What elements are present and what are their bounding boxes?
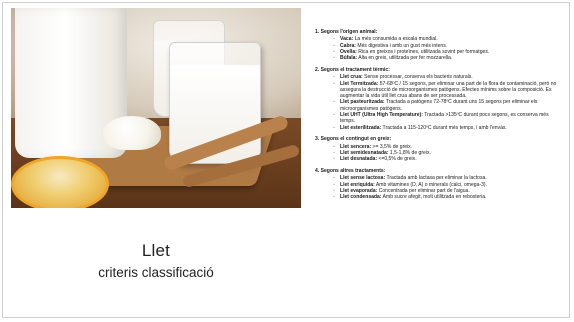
bullet: ◦ <box>333 74 335 81</box>
list-item-text: Rica en greixos i proteïnes, utilitzada sovint per formatges. <box>356 48 490 55</box>
list-item <box>315 156 561 162</box>
slide <box>2 2 570 318</box>
list-item-term: Ovella: <box>340 48 357 55</box>
list-item-text: Amb sucre afegit, molt utilitzada en rebosteria. <box>381 194 487 201</box>
list-item <box>315 81 561 100</box>
list-item <box>315 112 561 125</box>
slide-subtitle: criteris classificació <box>98 265 214 280</box>
list-item <box>315 194 561 200</box>
yogurt-bowl <box>11 156 109 208</box>
list-item-text: Concentrada per eliminar part de l'aigua. <box>377 188 470 195</box>
list-item-term: Llet Termitzada: <box>340 80 379 87</box>
bullet: ◦ <box>333 124 335 131</box>
list-item <box>315 55 561 61</box>
list-item-term: Llet crua: <box>340 74 363 81</box>
bullet: ◦ <box>333 55 335 62</box>
section-heat-treatment <box>315 67 561 131</box>
list-item-term: Búfala: <box>340 55 358 62</box>
list-item-term: Llet sense lactosa: <box>340 175 386 182</box>
list-item-term: Llet evaporada: <box>340 188 378 195</box>
list-item-term: Llet semidesnatada: <box>340 150 389 157</box>
list-item-term: Llet UHT (Ultra High Temperature): <box>340 112 423 119</box>
list-item-text: Sense processar, conserva els bacteris naturals. <box>362 74 473 81</box>
bullet: ◦ <box>333 36 335 43</box>
bullet: ◦ <box>333 194 335 201</box>
list-item-text: 1,5-1,8% de greix. <box>388 150 431 157</box>
list-item-text: Més digestiva i amb un gust més intens. <box>356 42 448 49</box>
classification-text <box>315 29 561 206</box>
bullet: ◦ <box>333 181 335 188</box>
bullet: ◦ <box>333 80 335 87</box>
section-heading: 1. Segons l'origen animal: <box>315 29 378 35</box>
list-item-text: Tractada amb lactasa per eliminar la lactosa. <box>385 175 487 182</box>
bullet: ◦ <box>333 188 335 195</box>
list-item-term: Cabra: <box>340 42 356 49</box>
list-item <box>315 99 561 112</box>
list-item-text: Alta en greix, utilitzada per fer mozzarella. <box>357 55 453 62</box>
list-item-text: 57-68ºC / 15 segons, per eliminar una part de la flora de contaminació, però no assegura la destrucció de microorganismes patògens. Efectes mínims sobre la composició. Es augmentar la vida útil llet crua abans de ser processada. <box>340 80 557 100</box>
bullet: ◦ <box>333 42 335 49</box>
list-item-term: Llet esterilitzada: <box>340 124 382 131</box>
list-item-term: Llet pasteuritzada: <box>340 99 385 106</box>
bullet: ◦ <box>333 150 335 157</box>
bullet: ◦ <box>333 112 335 119</box>
list-item-text: >= 3,5% de greix. <box>371 143 413 150</box>
bullet: ◦ <box>333 175 335 182</box>
list-item-term: Vaca: <box>340 36 354 43</box>
bullet: ◦ <box>333 156 335 163</box>
list-item-term: Llet sencera: <box>340 143 372 150</box>
list-item-text: Tractada a patògens 72-78ºC durant uns 15 segons per eliminar els microorganismes patògens. <box>340 99 538 112</box>
list-item-text: La més consumida a escala mundial. <box>353 36 438 43</box>
list-item <box>315 125 561 131</box>
list-item-text: Amb vitamines (D, A) o minerals (calci, omega-3). <box>374 181 487 188</box>
list-item-text: Tractada >135ºC durant pocs segons, es conserva més temps. <box>340 112 549 125</box>
cottage-cheese <box>103 116 161 150</box>
slide-title: Llet <box>141 241 171 260</box>
section-fat-content <box>315 136 561 162</box>
milk-photo <box>11 8 301 208</box>
list-item-term: Llet desnatada: <box>340 156 378 163</box>
bullet: ◦ <box>333 143 335 150</box>
bullet: ◦ <box>333 48 335 55</box>
section-heading: 3. Segons el contingut en greix: <box>315 136 392 143</box>
section-other-treatments <box>315 168 561 200</box>
section-heading: 2. Segons el tractament tèrmic: <box>315 66 390 73</box>
section-heading: 4. Segons altres tractaments: <box>315 168 386 175</box>
list-item-term: Llet condensada: <box>340 194 382 201</box>
list-item-text: <=0,5% de greix. <box>377 156 417 163</box>
bullet: ◦ <box>333 99 335 106</box>
section-origin <box>315 29 561 61</box>
list-item-text: Tractada a 115-120ºC durant més temps, i amb l'envàs. <box>381 124 507 131</box>
list-item-term: Llet enriquida: <box>340 181 375 188</box>
